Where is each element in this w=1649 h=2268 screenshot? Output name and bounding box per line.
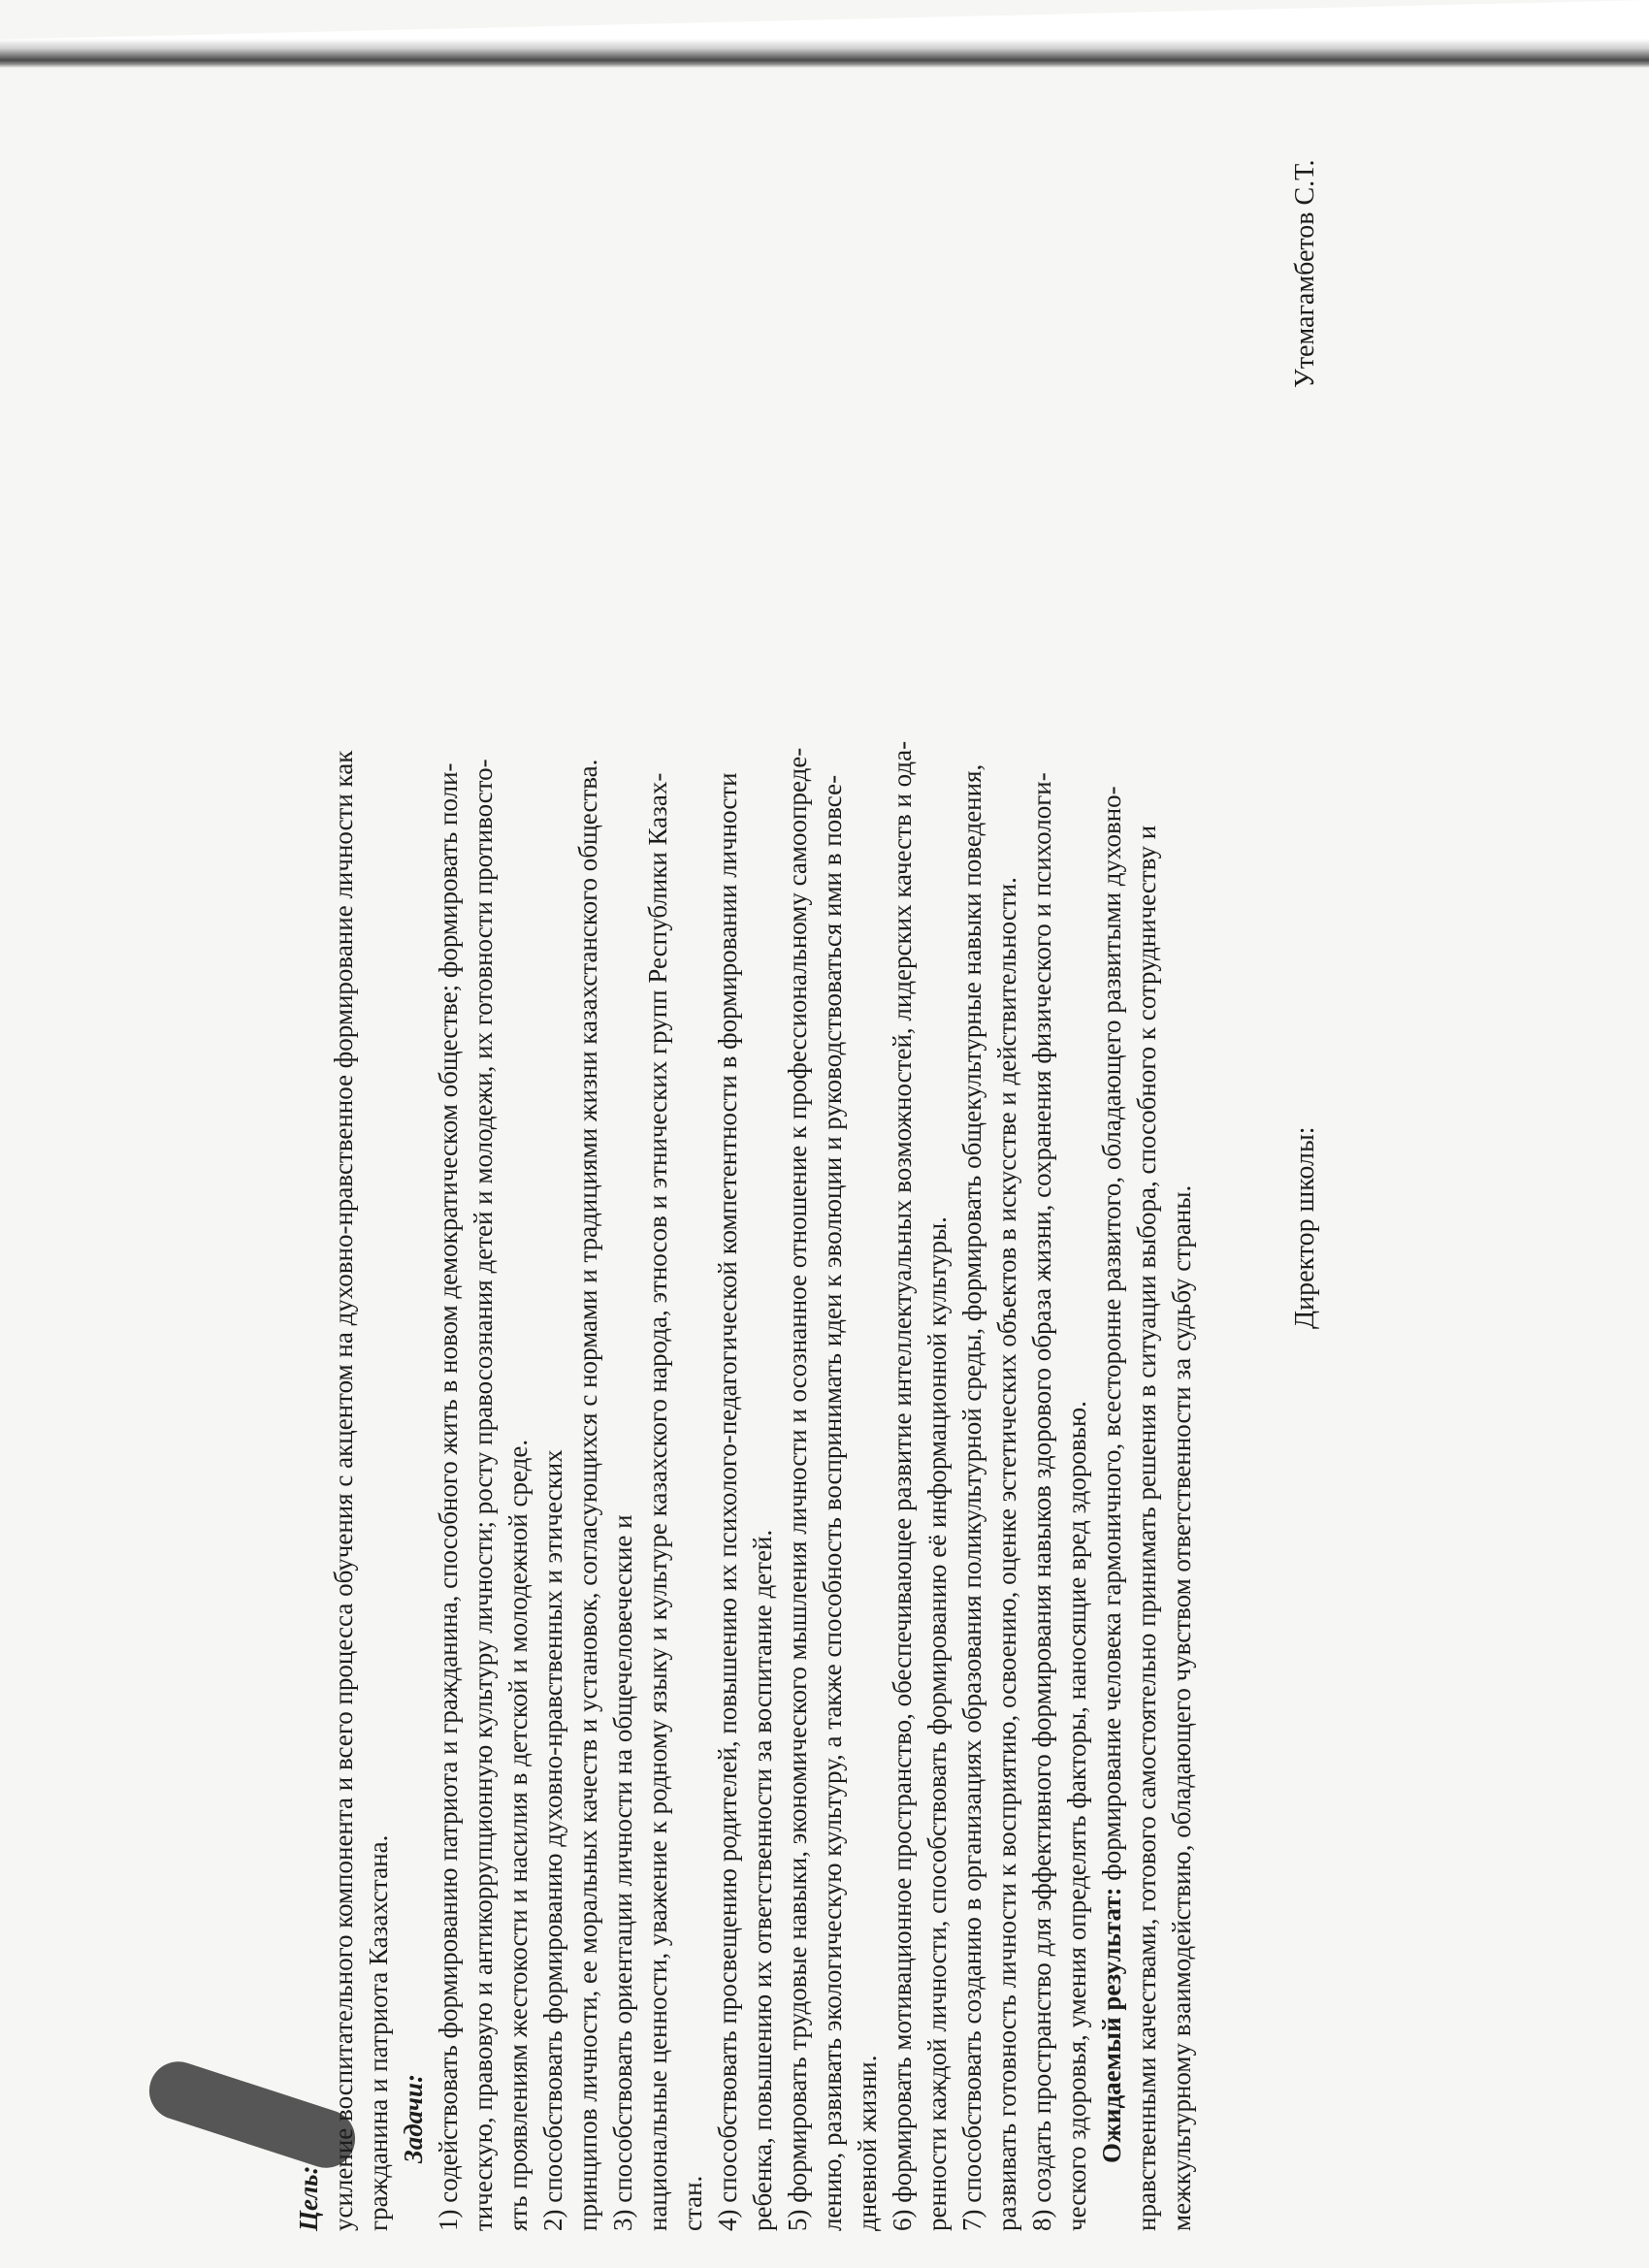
task-line: лению, развивать экологическую культуру, а также способность воспринимать идеи к эволюции и руководствоваться ими в повсе-: [818, 774, 847, 2231]
task-line: 7) способствовать созданию в организациях образования поликультурной среды, формировать общекультурные навыки поведения,: [957, 763, 986, 2231]
goal-line: гражданина и патриота Казахстана.: [364, 1834, 393, 2231]
document-page: [291, 97, 1552, 2231]
result-line: межкультурному взаимодействию, обладающего чувством ответственности за судьбу страны.: [1167, 1184, 1196, 2231]
signature-block: [1288, 97, 1327, 2231]
task-line: тическую, правовую и антикоррупционную культуру личности; росту правосознания детей и молодежи, их готовности противосто-: [469, 759, 498, 2231]
tasks-label: Задачи:: [399, 2074, 428, 2163]
task-line: развивать готовность личности к восприятию, освоению, оценке эстетических объектов в искусстве и действительности.: [992, 877, 1021, 2231]
task-line: 4) способствовать просвещению родителей, повышению их психолого-педагогической компетентности в формировании личности: [713, 772, 742, 2231]
task-line: ребенка, повышению их ответственности за воспитание детей.: [748, 1529, 777, 2231]
signature-name: Утемагамбетов С.Т.: [1290, 159, 1320, 388]
goal-line: усиление воспитательного компонента и всего процесса обучения с акцентом на духовно-нравственное формирование личности как: [329, 750, 358, 2231]
task-line: 5) формировать трудовые навыки, экономического мышления личности и осознанное отношение к профессиональному самоопреде-: [783, 747, 812, 2231]
scan-edge-top: [0, 0, 1649, 68]
goal-heading: [291, 97, 326, 2231]
task-line: ренности каждой личности, способствовать формированию её информационной культуры.: [922, 1216, 952, 2231]
tasks-heading: [396, 97, 431, 2231]
task-line: 3) способствовать ориентации личности на общечеловеческие и: [608, 1514, 637, 2231]
task-line: ять проявлениям жестокости и насилия в детской и молодежной среде.: [503, 1439, 533, 2231]
task-line: ческого здоровья, умения определять факторы, наносящие вред здоровью.: [1062, 1401, 1091, 2231]
task-line: принципов личности, ее моральных качеств и установок, согласующихся с нормами и традициями жизни казахстанского общества.: [573, 759, 602, 2231]
task-line: дневной жизни.: [853, 2055, 882, 2231]
task-line: национальные ценности, уважение к родному языку и культуре казахского народа, этносов и этнических групп Республики Казах-: [643, 772, 672, 2231]
task-line: 8) создать пространство для эффективного формирования навыков здорового образа жизни, сохранения физического и психологи-: [1027, 772, 1056, 2231]
result-line: нравственными качествами, готового самостоятельно принимать решения в ситуации выбора, способного к сотрудничеству и: [1132, 825, 1161, 2231]
task-line: 6) формировать мотивационное пространство, обеспечивающее развитие интеллектуальных возможностей, лидерских качеств и ода-: [888, 740, 917, 2231]
result-text: формирование человека гармоничного, всесторонне развитого, обладающего развитыми духовно-: [1097, 786, 1126, 1881]
task-line: 1) содействовать формированию патриота и гражданина, способного жить в новом демократическом обществе; формировать поли-: [434, 762, 463, 2231]
task-line: стан.: [678, 2175, 707, 2231]
signature-role: Директор школы:: [1290, 1126, 1320, 1329]
result-line: [1094, 97, 1129, 2231]
goal-label: Цель:: [294, 2165, 323, 2231]
task-line: 2) способствовать формированию духовно-нравственных и этических: [538, 1449, 567, 2231]
result-label: Ожидаемый результат:: [1097, 1887, 1126, 2163]
